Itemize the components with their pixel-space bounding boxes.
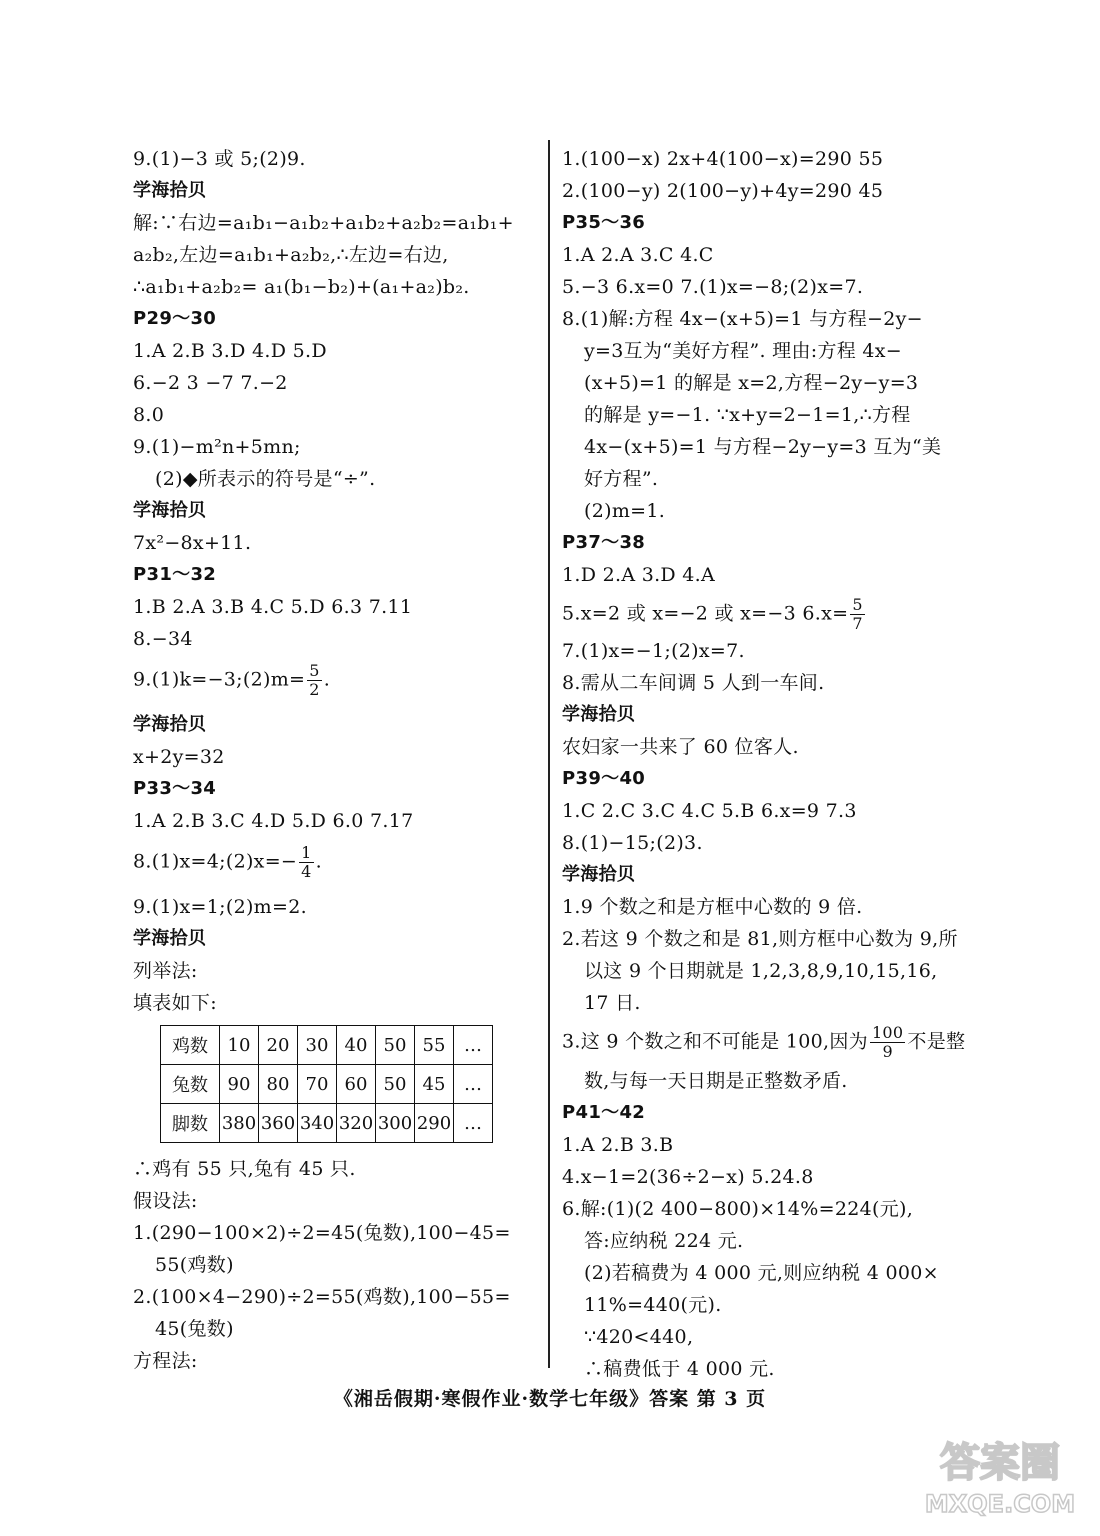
answer-line: 1.A 2.A 3.C 4.C	[562, 244, 714, 266]
table-cell: 50	[376, 1065, 415, 1104]
answer-line: 解:∵右边=a₁b₁−a₁b₂+a₁b₂+a₂b₂=a₁b₁+	[133, 212, 514, 234]
table-cell: 45	[415, 1065, 454, 1104]
section-heading: 学海拾贝	[133, 500, 207, 521]
table-cell: 40	[337, 1026, 376, 1065]
answer-line: 7.(1)x=−1;(2)x=7.	[562, 640, 745, 662]
table-cell: 50	[376, 1026, 415, 1065]
answer-line: 1.(100−x) 2x+4(100−x)=290 55	[562, 148, 884, 170]
table-cell: …	[454, 1104, 493, 1143]
answer-line: 4x−(x+5)=1 与方程−2y−y=3 互为“美	[584, 436, 942, 458]
page-range-heading: P33～34	[133, 778, 217, 799]
answer-line: 9.(1)x=1;(2)m=2.	[133, 896, 307, 918]
answer-line: 9.(1)−m²n+5mn;	[133, 436, 301, 458]
section-heading: 学海拾贝	[133, 928, 207, 949]
page-range-heading: P35～36	[562, 212, 646, 233]
answer-text: 9.(1)k=−3;(2)m=	[133, 668, 306, 691]
answer-line: 8.(1)−15;(2)3.	[562, 832, 703, 854]
answer-line: 8.0	[133, 404, 165, 426]
answer-line: 45(兔数)	[155, 1318, 234, 1340]
answer-line: 8.需从二车间调 5 人到一车间.	[562, 672, 825, 694]
table-cell: 90	[220, 1065, 259, 1104]
fraction-numerator: 1	[301, 843, 312, 862]
answer-line: 1.C 2.C 3.C 4.C 5.B 6.x=9 7.3	[562, 800, 857, 822]
table-cell: 脚数	[161, 1104, 220, 1143]
fraction-denominator: 4	[301, 862, 312, 881]
fraction-numerator: 100	[871, 1023, 904, 1042]
answer-line: 8.−34	[133, 628, 193, 650]
answer-line: 9.(1)−3 或 5;(2)9.	[133, 148, 306, 170]
answer-line: ∴稿费低于 4 000 元.	[584, 1358, 775, 1380]
answer-text: 5.x=2 或 x=−2 或 x=−3 6.x=	[562, 602, 849, 625]
page-range-heading: P41～42	[562, 1102, 646, 1123]
table-cell: 55	[415, 1026, 454, 1065]
fraction	[307, 662, 321, 699]
answer-text: 不是整	[907, 1030, 966, 1053]
answer-text: 3.这 9 个数之和不可能是 100,因为	[562, 1030, 868, 1053]
table-cell: 60	[337, 1065, 376, 1104]
table-row	[161, 1104, 493, 1143]
answer-line-with-fraction	[562, 1024, 965, 1061]
page-footer: 《湘岳假期·寒假作业·数学七年级》答案 第 3 页	[333, 1388, 767, 1410]
answer-line: 11%=440(元).	[584, 1294, 722, 1316]
page-range-heading: P37～38	[562, 532, 646, 553]
answer-line: 方程法:	[133, 1350, 198, 1372]
table-cell: 10	[220, 1026, 259, 1065]
page-range-heading: P31～32	[133, 564, 217, 585]
fraction-denominator: 9	[882, 1042, 893, 1061]
answer-line: 的解是 y=−1. ∵x+y=2−1=1,∴方程	[584, 404, 911, 426]
answer-line: 农妇家一共来了 60 位客人.	[562, 736, 799, 758]
section-heading: 学海拾贝	[562, 704, 636, 725]
section-heading: 学海拾贝	[562, 864, 636, 885]
answer-line: 6.−2 3 −7 7.−2	[133, 372, 288, 394]
answer-line: ∴鸡有 55 只,兔有 45 只.	[133, 1158, 356, 1180]
table-cell: …	[454, 1065, 493, 1104]
answer-line: 以这 9 个日期就是 1,2,3,8,9,10,15,16,	[584, 960, 938, 982]
answer-line: 7x²−8x+11.	[133, 532, 252, 554]
answer-line: 1.A 2.B 3.B	[562, 1134, 674, 1156]
answer-line: 数,与每一天日期是正整数矛盾.	[584, 1070, 848, 1092]
table-row	[161, 1026, 493, 1065]
fraction	[850, 596, 864, 633]
answer-line: 17 日.	[584, 992, 641, 1014]
answer-line: 1.D 2.A 3.D 4.A	[562, 564, 716, 586]
answer-text: .	[315, 850, 322, 873]
answer-line: 1.9 个数之和是方框中心数的 9 倍.	[562, 896, 863, 918]
answer-line: 假设法:	[133, 1190, 198, 1212]
section-heading: 学海拾贝	[133, 180, 207, 201]
table-cell: 鸡数	[161, 1026, 220, 1065]
table-cell: 380	[220, 1104, 259, 1143]
answer-line: 填表如下:	[133, 992, 217, 1014]
answer-line: 8.(1)解:方程 4x−(x+5)=1 与方程−2y−	[562, 308, 923, 330]
answer-line-with-fraction	[133, 662, 330, 699]
answer-line: 1.A 2.B 3.D 4.D 5.D	[133, 340, 327, 362]
answer-line: ∵420<440,	[584, 1326, 694, 1348]
table-cell: …	[454, 1026, 493, 1065]
answer-text: .	[323, 668, 331, 691]
table-row	[161, 1065, 493, 1104]
fraction-numerator: 5	[309, 661, 320, 680]
fraction	[870, 1024, 905, 1061]
fraction-denominator: 7	[852, 614, 863, 633]
answer-text: 8.(1)x=4;(2)x=−	[133, 850, 298, 873]
page-range-heading: P39～40	[562, 768, 646, 789]
answer-line: 1.B 2.A 3.B 4.C 5.D 6.3 7.11	[133, 596, 413, 618]
answer-line: x+2y=32	[133, 746, 225, 768]
answer-line: 列举法:	[133, 960, 198, 982]
table-cell: 340	[298, 1104, 337, 1143]
answer-line: 2.(100×4−290)÷2=55(鸡数),100−55=	[133, 1286, 511, 1308]
table-cell: 360	[259, 1104, 298, 1143]
answer-line: 55(鸡数)	[155, 1254, 234, 1276]
table-cell: 80	[259, 1065, 298, 1104]
answer-line-with-fraction	[133, 844, 322, 881]
column-divider	[548, 140, 550, 1368]
table-cell: 300	[376, 1104, 415, 1143]
fraction	[299, 844, 313, 881]
answer-line: 4.x−1=2(36÷2−x) 5.24.8	[562, 1166, 814, 1188]
answer-line: (2)若稿费为 4 000 元,则应纳税 4 000×	[584, 1262, 939, 1284]
answer-line: 1.A 2.B 3.C 4.D 5.D 6.0 7.17	[133, 810, 414, 832]
answer-line: ∴a₁b₁+a₂b₂= a₁(b₁−b₂)+(a₁+a₂)b₂.	[133, 276, 470, 298]
answer-line: (x+5)=1 的解是 x=2,方程−2y−y=3	[584, 372, 919, 394]
table-cell: 30	[298, 1026, 337, 1065]
answer-line-with-fraction	[562, 596, 867, 633]
table-cell: 320	[337, 1104, 376, 1143]
watermark-url: MXQE.COM	[924, 1490, 1076, 1518]
chicken-rabbit-table	[160, 1025, 493, 1143]
answer-line: 2.(100−y) 2(100−y)+4y=290 45	[562, 180, 884, 202]
table-cell: 20	[259, 1026, 298, 1065]
answer-line: (2)◆所表示的符号是“÷”.	[155, 468, 376, 490]
answer-line: 6.解:(1)(2 400−800)×14%=224(元),	[562, 1198, 914, 1220]
answer-line: (2)m=1.	[584, 500, 666, 522]
table-cell: 兔数	[161, 1065, 220, 1104]
watermark-text: 答案圈	[940, 1440, 1060, 1486]
table-cell: 290	[415, 1104, 454, 1143]
answer-line: y=3互为“美好方程”. 理由:方程 4x−	[584, 340, 903, 362]
answer-line: 答:应纳税 224 元.	[584, 1230, 744, 1252]
answer-line: 5.−3 6.x=0 7.(1)x=−8;(2)x=7.	[562, 276, 864, 298]
section-heading: 学海拾贝	[133, 714, 207, 735]
fraction-numerator: 5	[852, 595, 863, 614]
answer-line: 2.若这 9 个数之和是 81,则方框中心数为 9,所	[562, 928, 958, 950]
answer-line: 好方程”.	[584, 468, 659, 490]
answer-line: 1.(290−100×2)÷2=45(兔数),100−45=	[133, 1222, 511, 1244]
fraction-denominator: 2	[309, 680, 320, 699]
watermark-logo	[920, 1424, 1080, 1524]
table-cell: 70	[298, 1065, 337, 1104]
answer-line: a₂b₂,左边=a₁b₁+a₂b₂,∴左边=右边,	[133, 244, 449, 266]
page-range-heading: P29～30	[133, 308, 217, 329]
